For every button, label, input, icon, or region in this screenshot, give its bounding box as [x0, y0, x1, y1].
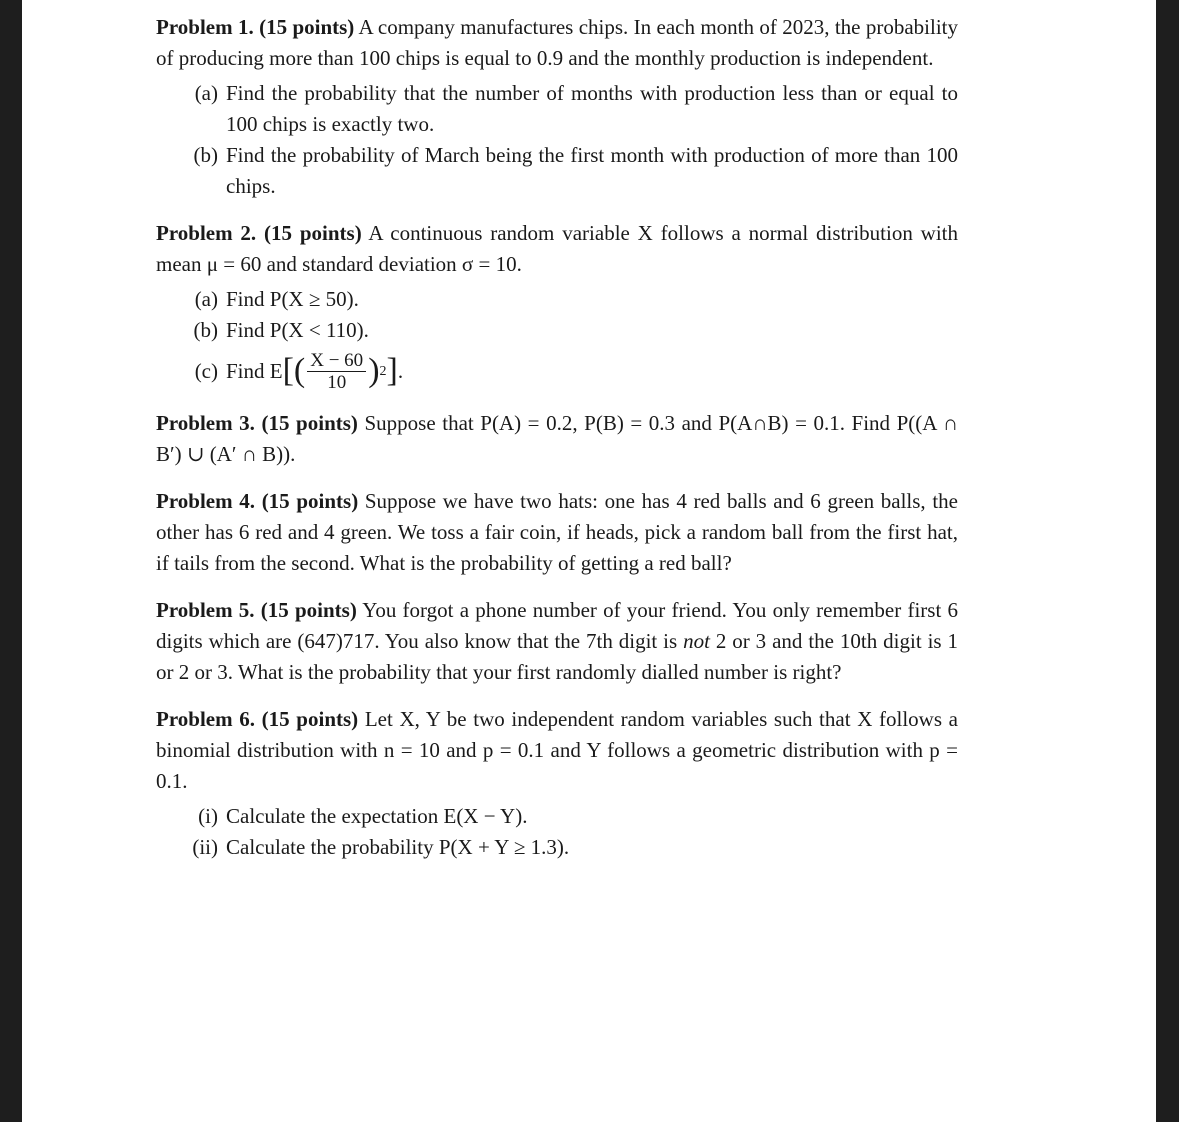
part-text: Find the probability of March being the first month with production of more than 100 chips. — [226, 143, 958, 198]
problem-1-part-a — [156, 78, 958, 140]
problem-5-body-end: 2 or 3 and the 10th digit is 1 or 2 or 3. What is the probability that your first randomly dialled number is right? — [156, 629, 958, 684]
problem-1-body: A company manufactures chips. In each month of 2023, the probability of producing more than 100 chips is equal to 0.9 and the monthly production is independent. — [156, 15, 959, 70]
part-text: Calculate the expectation E(X − Y). — [226, 804, 528, 828]
problem-6-points: (15 points) — [261, 707, 359, 731]
problem-1-points: (15 points) — [259, 15, 355, 39]
problem-5-heading: Problem 5. — [156, 598, 255, 622]
problem-set — [156, 12, 958, 863]
problem-6-heading: Problem 6. — [156, 707, 255, 731]
problem-2-part-c — [156, 346, 958, 396]
problem-1-subparts — [156, 78, 958, 202]
problem-6-part-i — [156, 801, 958, 832]
formula-suffix: . — [397, 358, 404, 383]
problem-5-emphasis: not — [683, 629, 710, 653]
problem-5-body-start: You forgot a phone number of your friend. You only remember first 6 digits which are (647)717. You also know that the 7th digit is — [156, 598, 958, 653]
problem-6-subparts — [156, 801, 958, 863]
part-label: (b) — [193, 318, 218, 342]
document-page — [22, 0, 1156, 1122]
problem-4-body: Suppose we have two hats: one has 4 red balls and 6 green balls, the other has 6 red and 4 green. We toss a fair coin, if heads, pick a random ball from the first hat, if tails from the second. What is the probability of getting a red ball? — [156, 489, 958, 575]
formula-prefix: Find E — [226, 358, 283, 383]
problem-3-points: (15 points) — [261, 411, 358, 435]
fraction — [307, 350, 366, 393]
problem-3-heading: Problem 3. — [156, 411, 255, 435]
part-label: (c) — [194, 358, 218, 383]
problem-1 — [156, 12, 958, 74]
problem-2-body: A continuous random variable X follows a normal distribution with mean μ = 60 and standard deviation σ = 10. — [156, 221, 958, 276]
problem-2-part-a — [156, 284, 958, 315]
problem-1-heading: Problem 1. — [156, 15, 254, 39]
expectation-formula: Find E [ ( $\frac{X - 60}{10}$ ) 2 ] . — [226, 349, 404, 393]
problem-2-part-b — [156, 315, 958, 346]
fraction-numerator: X − 60 — [307, 350, 366, 372]
part-label: (a) — [194, 287, 218, 311]
part-text: Calculate the probability P(X + Y ≥ 1.3). — [226, 835, 570, 859]
problem-2 — [156, 218, 958, 280]
fraction-denominator: 10 — [327, 371, 347, 393]
part-label: (i) — [198, 804, 218, 828]
problem-4-points: (15 points) — [261, 489, 359, 513]
fraction-power: 2 — [379, 363, 387, 379]
part-text: Find the probability that the number of months with production less than or equal to 100 chips is exactly two. — [226, 81, 958, 136]
problem-6-body: Let X, Y be two independent random variables such that X follows a binomial distribution with n = 10 and p = 0.1 and Y follows a geometric distribution with p = 0.1. — [156, 707, 958, 793]
part-label: (b) — [193, 143, 218, 167]
problem-4-heading: Problem 4. — [156, 489, 256, 513]
problem-1-part-b — [156, 140, 958, 202]
part-text: Find P(X < 110). — [226, 318, 369, 342]
problem-2-heading: Problem 2. — [156, 221, 257, 245]
problem-2-subparts — [156, 284, 958, 396]
part-text: Find P(X ≥ 50). — [226, 287, 359, 311]
problem-6 — [156, 704, 958, 797]
problem-5-points: (15 points) — [260, 598, 357, 622]
problem-2-points: (15 points) — [264, 221, 362, 245]
problem-4 — [156, 486, 958, 579]
part-label: (a) — [194, 81, 218, 105]
problem-3-body: Suppose that P(A) = 0.2, P(B) = 0.3 and P(A∩B) = 0.1. Find P((A ∩ B′) ∪ (A′ ∩ B)). — [156, 411, 959, 466]
problem-3 — [156, 408, 958, 470]
problem-6-part-ii — [156, 832, 958, 863]
problem-5 — [156, 595, 958, 688]
part-label: (ii) — [192, 835, 218, 859]
